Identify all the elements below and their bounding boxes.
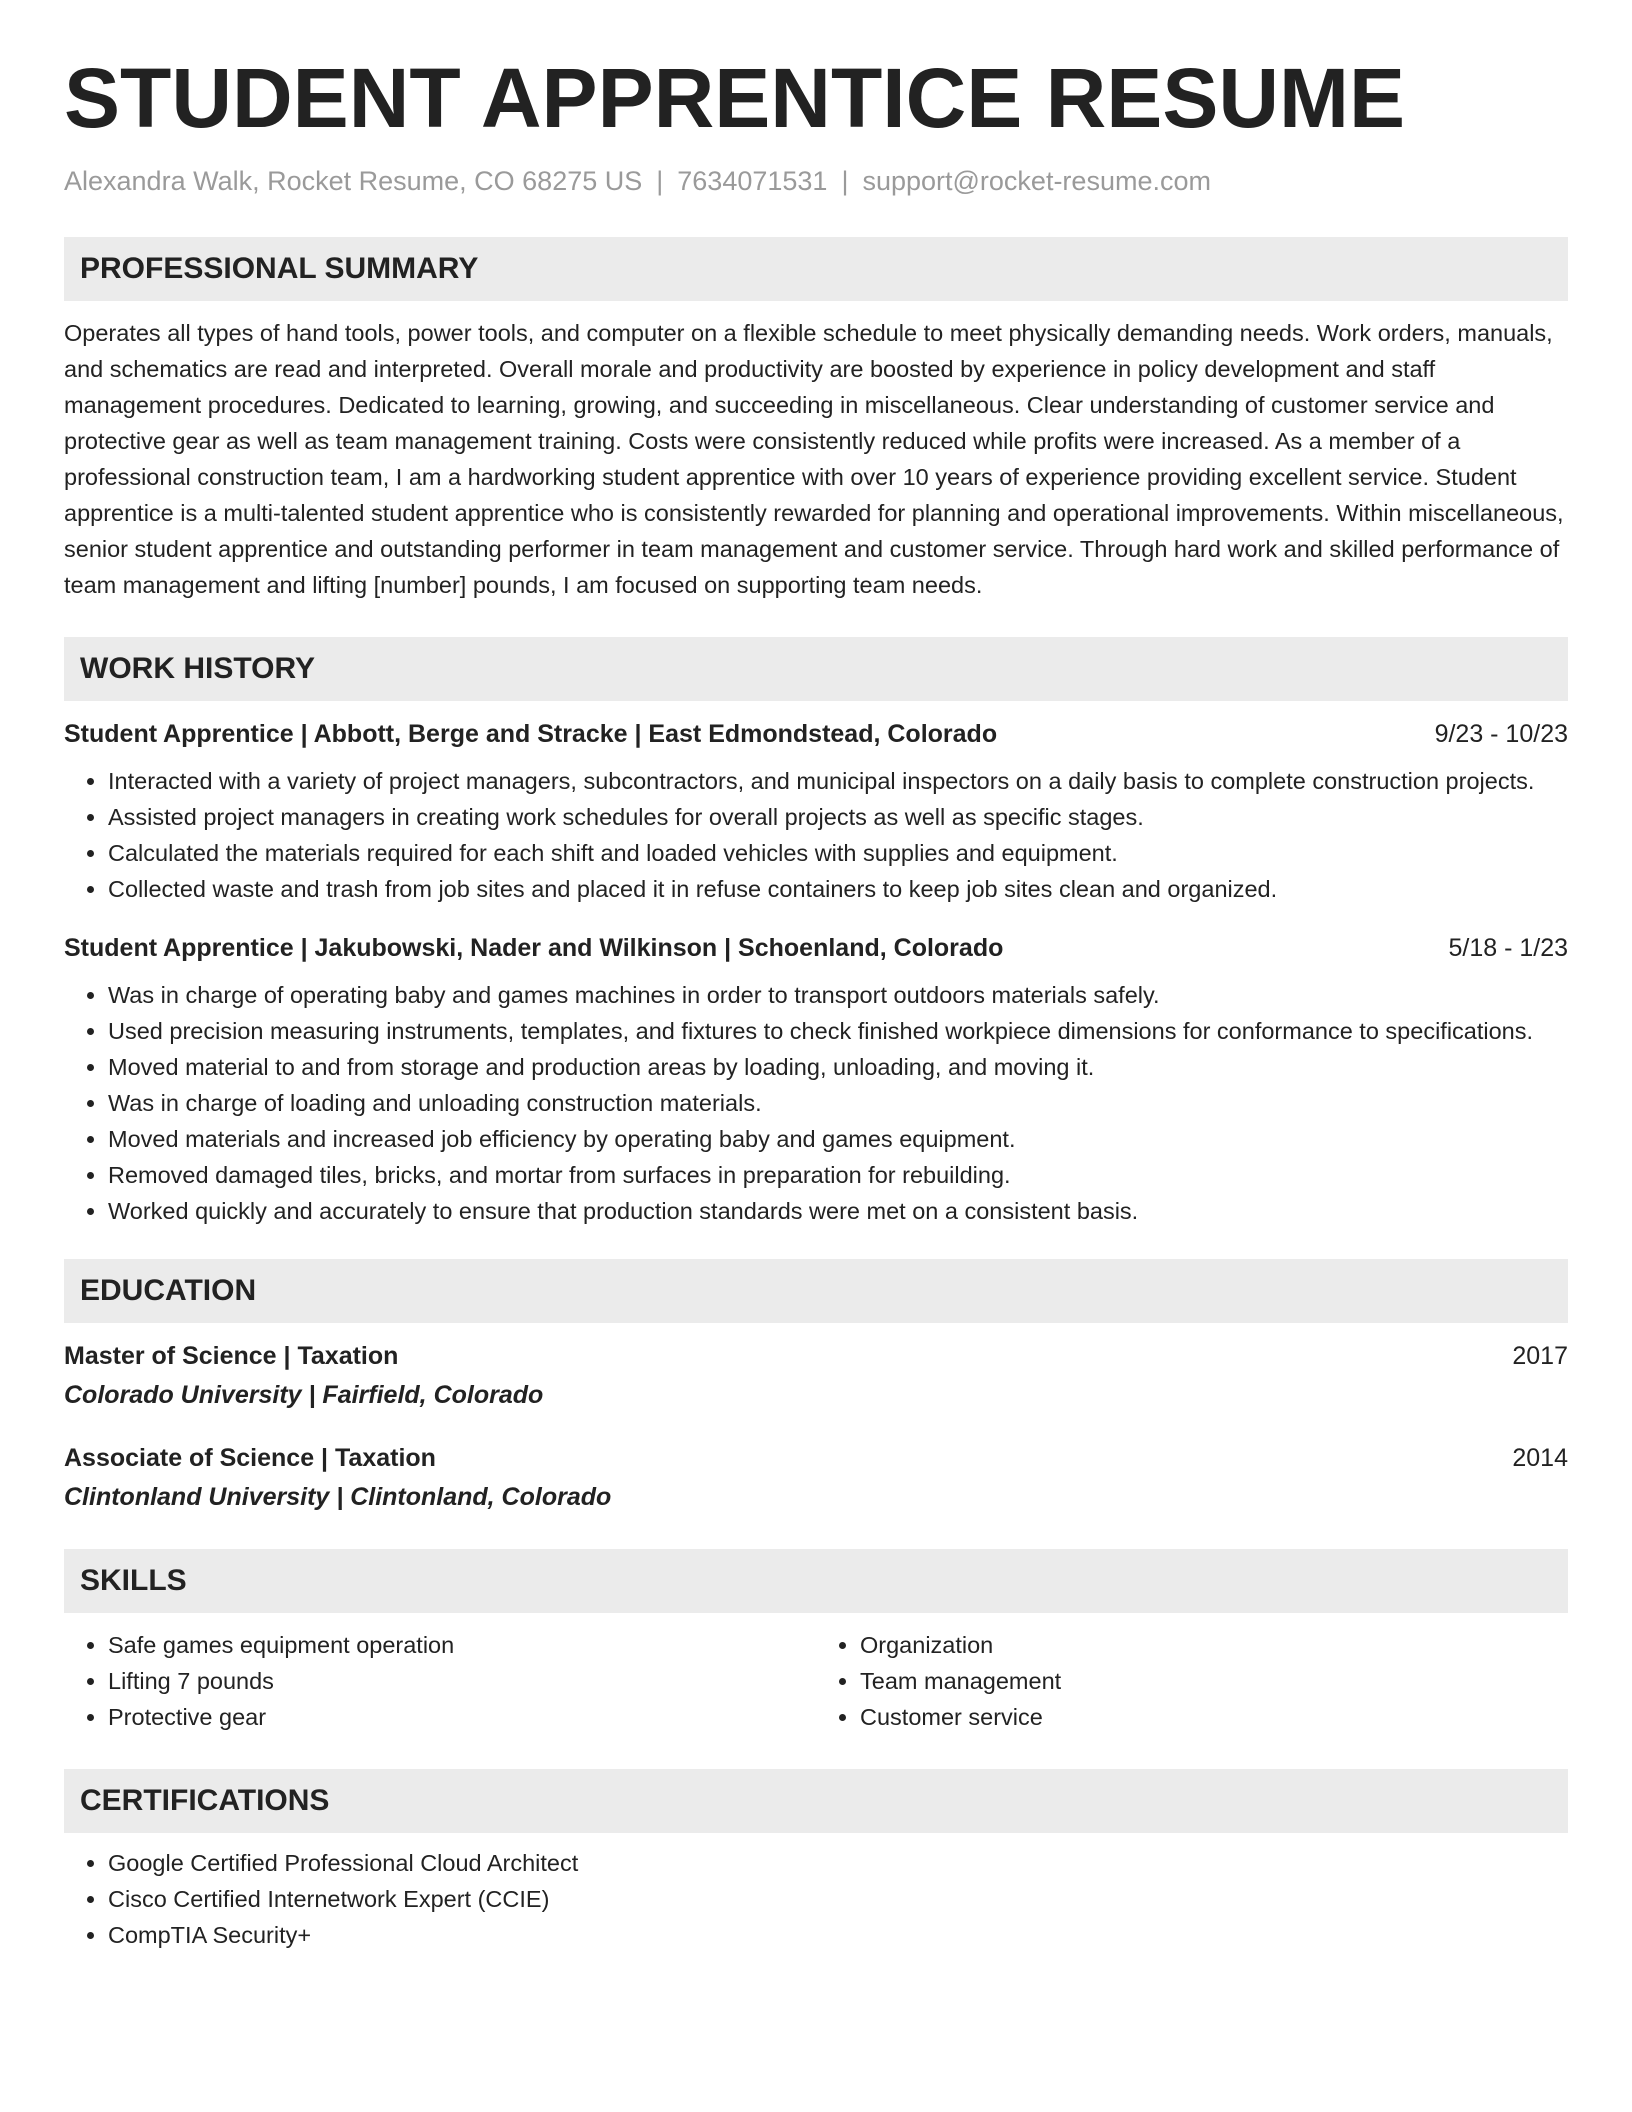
education-entry	[64, 1441, 1568, 1515]
certification-list	[64, 1845, 1568, 1953]
section-heading-work-history: WORK HISTORY	[64, 637, 1568, 701]
contact-separator: |	[841, 166, 849, 196]
education-degree: Master of Science | Taxation	[64, 1342, 399, 1371]
certification-item: • Cisco Certified Internetwork Expert (CCIE)	[108, 1881, 1568, 1917]
job-bullet-list	[64, 763, 1568, 907]
skill-item: • Protective gear	[108, 1699, 816, 1735]
work-history-section	[64, 637, 1568, 1229]
education-year: 2014	[1512, 1444, 1568, 1473]
job-header	[64, 931, 1568, 965]
job-entry	[64, 931, 1568, 1229]
summary-text: Operates all types of hand tools, power tools, and computer on a flexible schedule to meet physically demanding needs. Work orders, manuals, and schematics are read and interpreted. Overall morale and productivity are boosted by experience in policy development and staff management procedures. Dedicated to learning, growing, and succeeding in miscellaneous. Clear understanding of customer service and protective gear as well as team management training. Costs were consistently reduced while profits were increased. As a member of a professional construction team, I am a hardworking student apprentice with over 10 years of experience providing excellent service. Student apprentice is a multi-talented student apprentice who is consistently rewarded for planning and operational improvements. Within miscellaneous, senior student apprentice and outstanding performer in team management and customer service. Through hard work and skilled performance of team management and lifting [number] pounds, I am focused on supporting team needs.	[64, 320, 1564, 599]
contact-email: support@rocket-resume.com	[862, 166, 1211, 196]
contact-separator: |	[656, 166, 664, 196]
certifications-section	[64, 1769, 1568, 1953]
education-section	[64, 1259, 1568, 1515]
job-bullet: • Used precision measuring instruments, templates, and fixtures to check finished workpiece dimensions for conformance to specifications.	[108, 1013, 1568, 1049]
job-dates: 9/23 - 10/23	[1434, 720, 1568, 749]
skills-section	[64, 1549, 1568, 1735]
job-bullet: • Was in charge of loading and unloading construction materials.	[108, 1085, 1568, 1121]
job-bullet: • Was in charge of operating baby and games machines in order to transport outdoors materials safely.	[108, 977, 1568, 1013]
job-title: Student Apprentice | Jakubowski, Nader and Wilkinson | Schoenland, Colorado	[64, 934, 1004, 963]
skill-item: • Lifting 7 pounds	[108, 1663, 816, 1699]
section-heading-summary: PROFESSIONAL SUMMARY	[64, 237, 1568, 301]
contact-address: Alexandra Walk, Rocket Resume, CO 68275 US	[64, 166, 643, 196]
resume-title: STUDENT APPRENTICE RESUME	[64, 51, 1406, 145]
education-header	[64, 1339, 1568, 1373]
job-bullet: • Worked quickly and accurately to ensure that production standards were met on a consistent basis.	[108, 1193, 1568, 1229]
education-school: Clintonland University | Clintonland, Colorado	[64, 1483, 612, 1512]
skill-item: • Customer service	[860, 1699, 1568, 1735]
education-school: Colorado University | Fairfield, Colorado	[64, 1381, 544, 1410]
certification-item: • Google Certified Professional Cloud Architect	[108, 1845, 1568, 1881]
job-header	[64, 717, 1568, 751]
education-header	[64, 1441, 1568, 1475]
education-year: 2017	[1512, 1342, 1568, 1371]
job-title: Student Apprentice | Abbott, Berge and Stracke | East Edmondstead, Colorado	[64, 720, 998, 749]
skills-column-left	[64, 1627, 816, 1735]
job-bullet: • Collected waste and trash from job sites and placed it in refuse containers to keep job sites clean and organized.	[108, 871, 1568, 907]
job-bullet: • Assisted project managers in creating work schedules for overall projects as well as specific stages.	[108, 799, 1568, 835]
education-degree: Associate of Science | Taxation	[64, 1444, 436, 1473]
job-dates: 5/18 - 1/23	[1448, 934, 1568, 963]
job-bullet: • Removed damaged tiles, bricks, and mortar from surfaces in preparation for rebuilding.	[108, 1157, 1568, 1193]
skills-grid	[64, 1627, 1568, 1735]
job-bullet: • Calculated the materials required for each shift and loaded vehicles with supplies and equipment.	[108, 835, 1568, 871]
job-entry	[64, 717, 1568, 907]
skill-item: • Team management	[860, 1663, 1568, 1699]
section-heading-skills: SKILLS	[64, 1549, 1568, 1613]
skill-item: • Safe games equipment operation	[108, 1627, 816, 1663]
skill-item: • Organization	[860, 1627, 1568, 1663]
contact-phone: 7634071531	[677, 166, 828, 196]
job-bullet-list	[64, 977, 1568, 1229]
job-bullet: • Moved material to and from storage and production areas by loading, unloading, and moving it.	[108, 1049, 1568, 1085]
job-bullet: • Interacted with a variety of project managers, subcontractors, and municipal inspectors on a daily basis to complete construction projects.	[108, 763, 1568, 799]
contact-line	[64, 164, 1568, 199]
section-heading-education: EDUCATION	[64, 1259, 1568, 1323]
skills-column-right	[816, 1627, 1568, 1735]
section-heading-certifications: CERTIFICATIONS	[64, 1769, 1568, 1833]
education-entry	[64, 1339, 1568, 1413]
summary-section	[64, 237, 1568, 603]
certification-item: • CompTIA Security+	[108, 1917, 1568, 1953]
job-bullet: • Moved materials and increased job efficiency by operating baby and games equipment.	[108, 1121, 1568, 1157]
